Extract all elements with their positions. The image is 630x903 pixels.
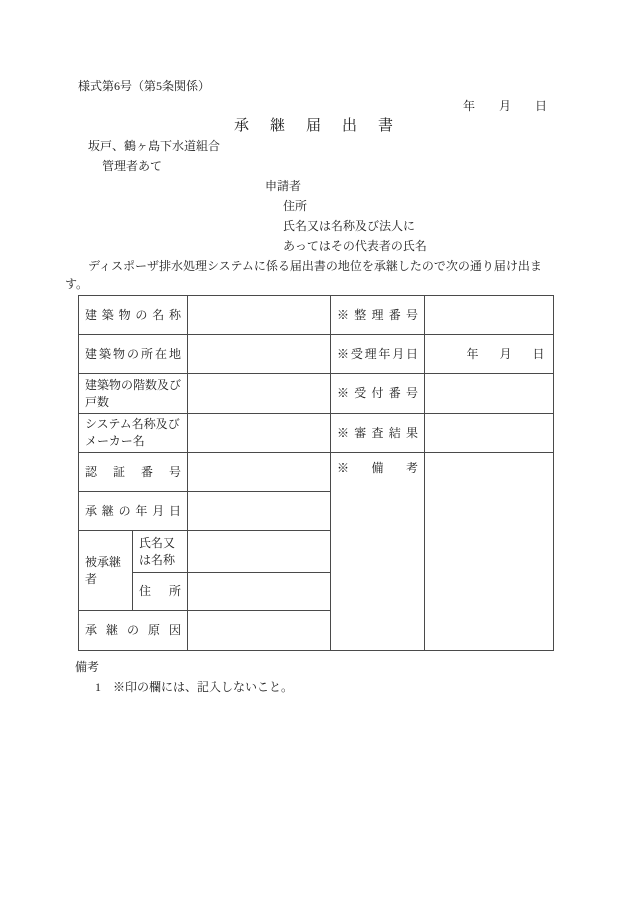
building-name-value bbox=[188, 296, 331, 335]
table-row bbox=[79, 414, 554, 453]
succession-date-label: 承継の年月日 bbox=[79, 492, 188, 531]
label-line: メーカー名 bbox=[85, 434, 145, 448]
building-name-label: 建築物の名称 bbox=[79, 296, 188, 335]
system-maker-label bbox=[79, 414, 188, 453]
succession-cause-value bbox=[188, 611, 331, 651]
applicant-name-label-line2: あってはその代表者の氏名 bbox=[283, 239, 427, 253]
succession-date-value bbox=[188, 492, 331, 531]
label-line: 建築物の階数及び bbox=[85, 377, 182, 392]
label-line: 戸数 bbox=[85, 394, 110, 409]
reference-number-label: ※整理番号 bbox=[331, 296, 425, 335]
acceptance-date-value: 年 月 日 bbox=[425, 335, 554, 374]
applicant-name-label-line1: 氏名又は名称及び法人に bbox=[283, 219, 416, 233]
reference-number-value bbox=[425, 296, 554, 335]
building-floors-units-value bbox=[188, 374, 331, 414]
applicant-address-label: 住所 bbox=[283, 199, 308, 213]
remarks-label: ※備考 bbox=[331, 453, 425, 651]
system-maker-value bbox=[188, 414, 331, 453]
table-row bbox=[79, 453, 554, 492]
certification-number-label: 認証番号 bbox=[79, 453, 188, 492]
receipt-number-value bbox=[425, 374, 554, 414]
building-location-value bbox=[188, 335, 331, 374]
examination-result-value bbox=[425, 414, 554, 453]
date-line: 年 月 日 bbox=[462, 99, 553, 113]
recipient-org: 坂戸、鶴ヶ島下水道組合 bbox=[88, 139, 221, 153]
notes-heading: 備考 bbox=[75, 660, 100, 674]
certification-number-value bbox=[188, 453, 331, 492]
predecessor-group-label bbox=[79, 531, 133, 611]
acceptance-date-label: ※受理年月日 bbox=[331, 335, 425, 374]
building-location-label: 建築物の所在地 bbox=[79, 335, 188, 374]
applicant-label: 申請者 bbox=[265, 179, 302, 193]
notes-item-1: 1 ※印の欄には、記入しないこと。 bbox=[95, 680, 294, 694]
page-title: 承 継 届 出 書 bbox=[233, 118, 396, 134]
building-floors-units-label bbox=[79, 374, 188, 414]
remarks-value bbox=[425, 453, 554, 651]
body-paragraph-line1: ディスポーザ排水処理システムに係る届出書の地位を承継したので次の通り届け出ま bbox=[88, 259, 542, 273]
recipient-role: 管理者あて bbox=[102, 159, 163, 173]
receipt-number-label: ※受付番号 bbox=[331, 374, 425, 414]
succession-cause-label: 承継の原因 bbox=[79, 611, 188, 651]
label-line: 者 bbox=[85, 571, 98, 586]
body-paragraph-line2: す。 bbox=[65, 277, 89, 291]
predecessor-name-value bbox=[188, 531, 331, 573]
label-line: システム名称及び bbox=[85, 417, 180, 431]
succession-form-table bbox=[78, 295, 554, 651]
examination-result-label: ※審査結果 bbox=[331, 414, 425, 453]
label-line: 被承継 bbox=[85, 554, 122, 569]
predecessor-name-label bbox=[133, 531, 188, 573]
label-line: は名称 bbox=[139, 552, 176, 567]
predecessor-address-label: 住所 bbox=[133, 573, 188, 611]
body-paragraph bbox=[65, 257, 557, 293]
table-row bbox=[79, 374, 554, 414]
predecessor-address-value bbox=[188, 573, 331, 611]
table-row bbox=[79, 296, 554, 335]
label-line: 氏名又 bbox=[139, 535, 176, 550]
table-row bbox=[79, 335, 554, 374]
form-number: 様式第6号（第5条関係） bbox=[78, 79, 211, 93]
